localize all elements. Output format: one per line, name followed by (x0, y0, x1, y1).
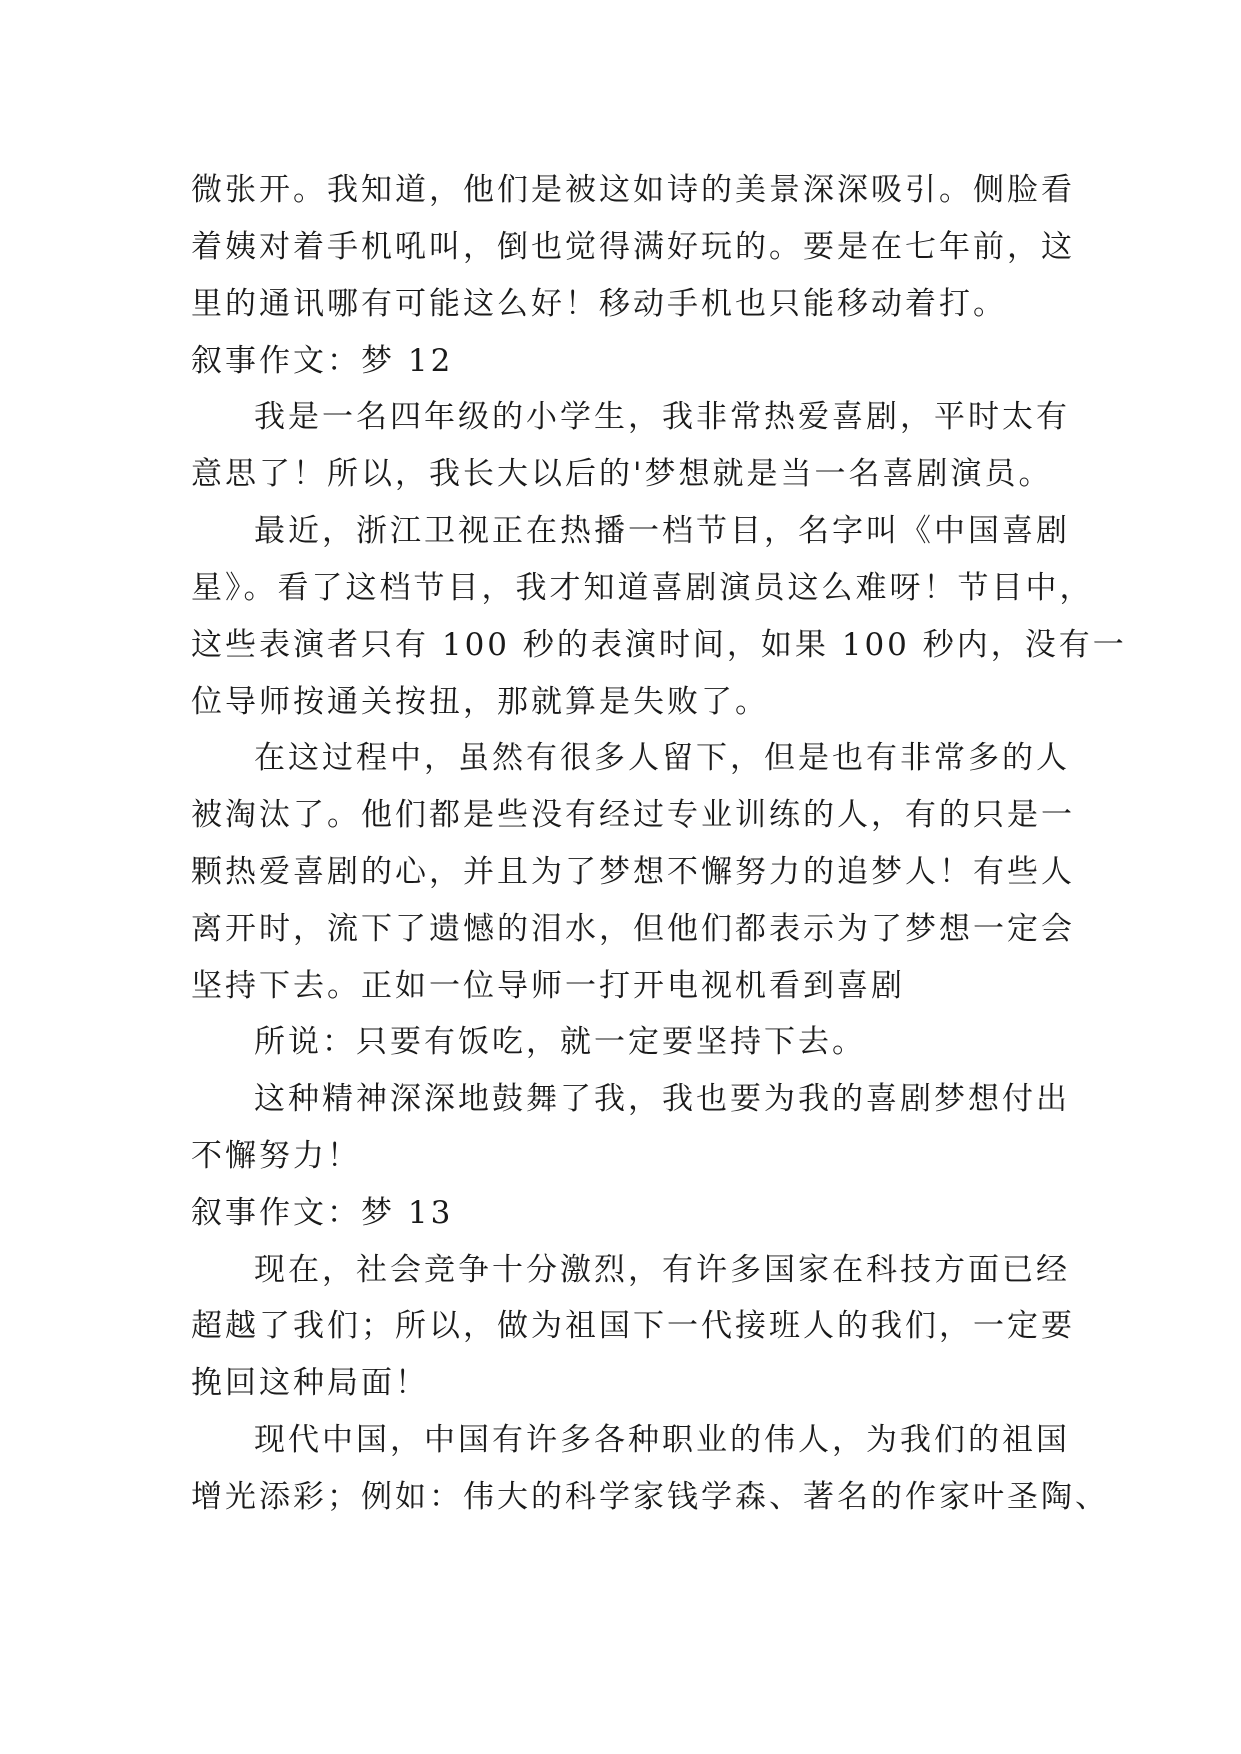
text-line: 我是一名四年级的小学生，我非常热爱喜剧，平时太有 (254, 399, 1070, 435)
text-line: 最近，浙江卫视正在热播一档节目，名字叫《中国喜剧 (254, 513, 1070, 549)
text-line: 离开时，流下了遗憾的泪水，但他们都表示为了梦想一定会 (191, 911, 1075, 947)
text-line: 着姨对着手机吼叫，倒也觉得满好玩的。要是在七年前，这 (191, 229, 1075, 265)
text-line: 星》。看了这档节目，我才知道喜剧演员这么难呀！节目中， (191, 570, 1094, 606)
text-line: 里的通讯哪有可能这么好！移动手机也只能移动着打。 (191, 286, 1007, 322)
text-line: 坚持下去。正如一位导师一打开电视机看到喜剧 (191, 968, 905, 1004)
text-line: 被淘汰了。他们都是些没有经过专业训练的人，有的只是一 (191, 797, 1075, 833)
text-line: 在这过程中，虽然有很多人留下，但是也有非常多的人 (254, 740, 1070, 776)
text-line: 现在，社会竞争十分激烈，有许多国家在科技方面已经 (254, 1252, 1070, 1288)
text-line: 位导师按通关按扭，那就算是失败了。 (191, 684, 769, 720)
text-line: 颗热爱喜剧的心，并且为了梦想不懈努力的追梦人！有些人 (191, 854, 1075, 890)
text-line: 增光添彩；例如：伟大的科学家钱学森、著名的作家叶圣陶、 (191, 1479, 1109, 1515)
text-line: 超越了我们；所以，做为祖国下一代接班人的我们，一定要 (191, 1308, 1075, 1344)
text-line: 这种精神深深地鼓舞了我，我也要为我的喜剧梦想付出 (254, 1081, 1070, 1117)
section-heading: 叙事作文：梦 12 (191, 343, 454, 379)
text-line: 不懈努力！ (191, 1138, 361, 1174)
section-heading: 叙事作文：梦 13 (191, 1195, 454, 1231)
text-line: 这些表演者只有 100 秒的表演时间，如果 100 秒内，没有一 (191, 627, 1127, 663)
text-line: 现代中国，中国有许多各种职业的伟人，为我们的祖国 (254, 1422, 1070, 1458)
text-line: 意思了！所以，我长大以后的'梦想就是当一名喜剧演员。 (191, 456, 1053, 492)
text-line: 微张开。我知道，他们是被这如诗的美景深深吸引。侧脸看 (191, 172, 1075, 208)
text-line: 挽回这种局面！ (191, 1365, 429, 1401)
text-line: 所说：只要有饭吃，就一定要坚持下去。 (254, 1024, 866, 1060)
